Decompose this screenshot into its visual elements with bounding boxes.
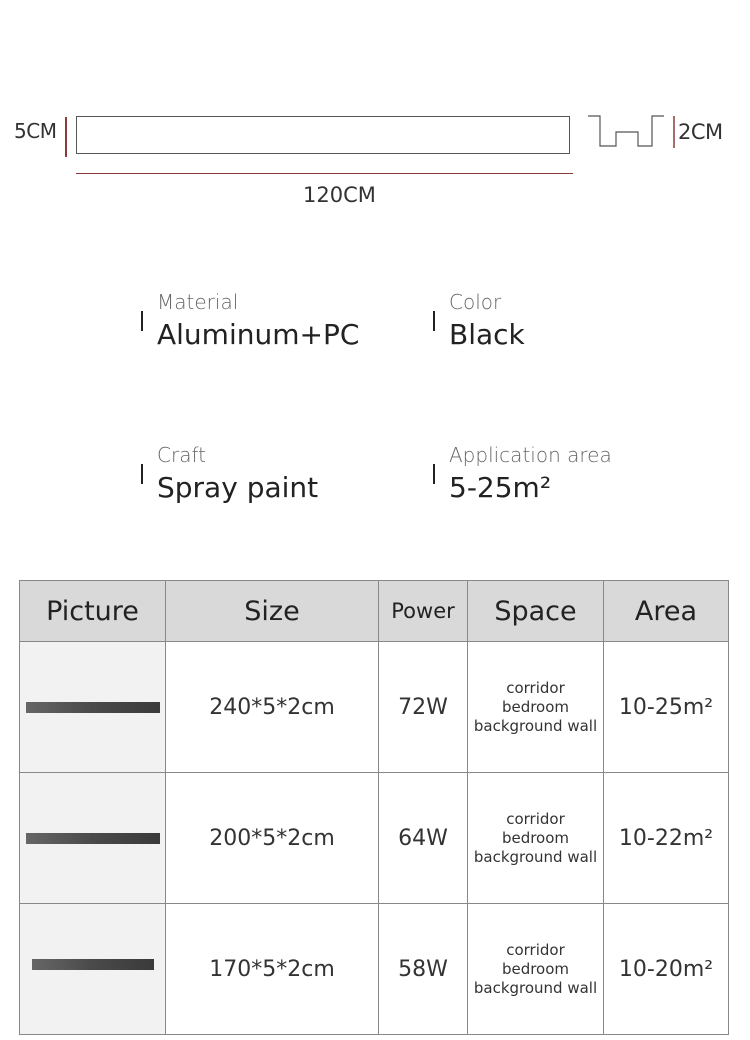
product-image-cell	[20, 773, 166, 904]
spec-label: Material	[157, 290, 239, 314]
linear-lamp-image	[26, 833, 160, 844]
header-space: Space	[468, 581, 604, 642]
space-line: corridor	[506, 940, 565, 959]
area-cell: 10-20m²	[604, 904, 729, 1035]
spec-value: Black	[449, 318, 525, 351]
header-picture: Picture	[20, 581, 166, 642]
spec-application-area	[449, 443, 612, 504]
power-cell: 72W	[379, 642, 468, 773]
space-line: background wall	[473, 716, 598, 735]
length-dimension-label: 120CM	[303, 183, 376, 207]
space-line: bedroom	[501, 828, 570, 847]
table-row	[20, 642, 729, 773]
size-cell: 240*5*2cm	[166, 642, 379, 773]
spec-craft	[157, 443, 318, 504]
product-image-cell	[20, 904, 166, 1035]
spec-label: Application area	[449, 443, 612, 467]
space-cell	[468, 904, 604, 1035]
spec-marker	[141, 464, 143, 484]
table-header-row	[20, 581, 729, 642]
spec-marker	[141, 311, 143, 331]
spec-marker	[433, 464, 435, 484]
space-line: background wall	[473, 847, 598, 866]
linear-lamp-image	[32, 959, 154, 970]
height-dimension-label: 5CM	[14, 119, 57, 143]
spec-color	[449, 290, 525, 351]
spec-label: Craft	[157, 443, 206, 467]
spec-marker	[433, 311, 435, 331]
spec-value: Spray paint	[157, 471, 319, 504]
space-line: background wall	[473, 978, 598, 997]
length-dimension-line	[76, 173, 573, 174]
size-cell: 170*5*2cm	[166, 904, 379, 1035]
space-line: corridor	[506, 809, 565, 828]
product-spec-table	[19, 580, 729, 1035]
spec-label: Color	[449, 290, 502, 314]
header-size: Size	[166, 581, 379, 642]
space-line: bedroom	[501, 959, 570, 978]
space-line: corridor	[506, 678, 565, 697]
table-row	[20, 904, 729, 1035]
header-area: Area	[604, 581, 729, 642]
space-cell	[468, 642, 604, 773]
product-image-cell	[20, 642, 166, 773]
spec-material	[157, 290, 359, 351]
table-row	[20, 773, 729, 904]
height-dimension-line	[65, 117, 67, 157]
power-cell: 64W	[379, 773, 468, 904]
size-cell: 200*5*2cm	[166, 773, 379, 904]
power-cell: 58W	[379, 904, 468, 1035]
area-cell: 10-22m²	[604, 773, 729, 904]
header-power: Power	[379, 581, 468, 642]
area-cell: 10-25m²	[604, 642, 729, 773]
profile-cross-section-icon	[586, 112, 678, 152]
light-bar-outline	[76, 116, 570, 154]
depth-dimension-label: 2CM	[678, 120, 723, 144]
space-line: bedroom	[501, 697, 570, 716]
linear-lamp-image	[26, 702, 160, 713]
spec-value: 5-25m²	[449, 471, 552, 504]
spec-value: Aluminum+PC	[157, 318, 360, 351]
space-cell	[468, 773, 604, 904]
